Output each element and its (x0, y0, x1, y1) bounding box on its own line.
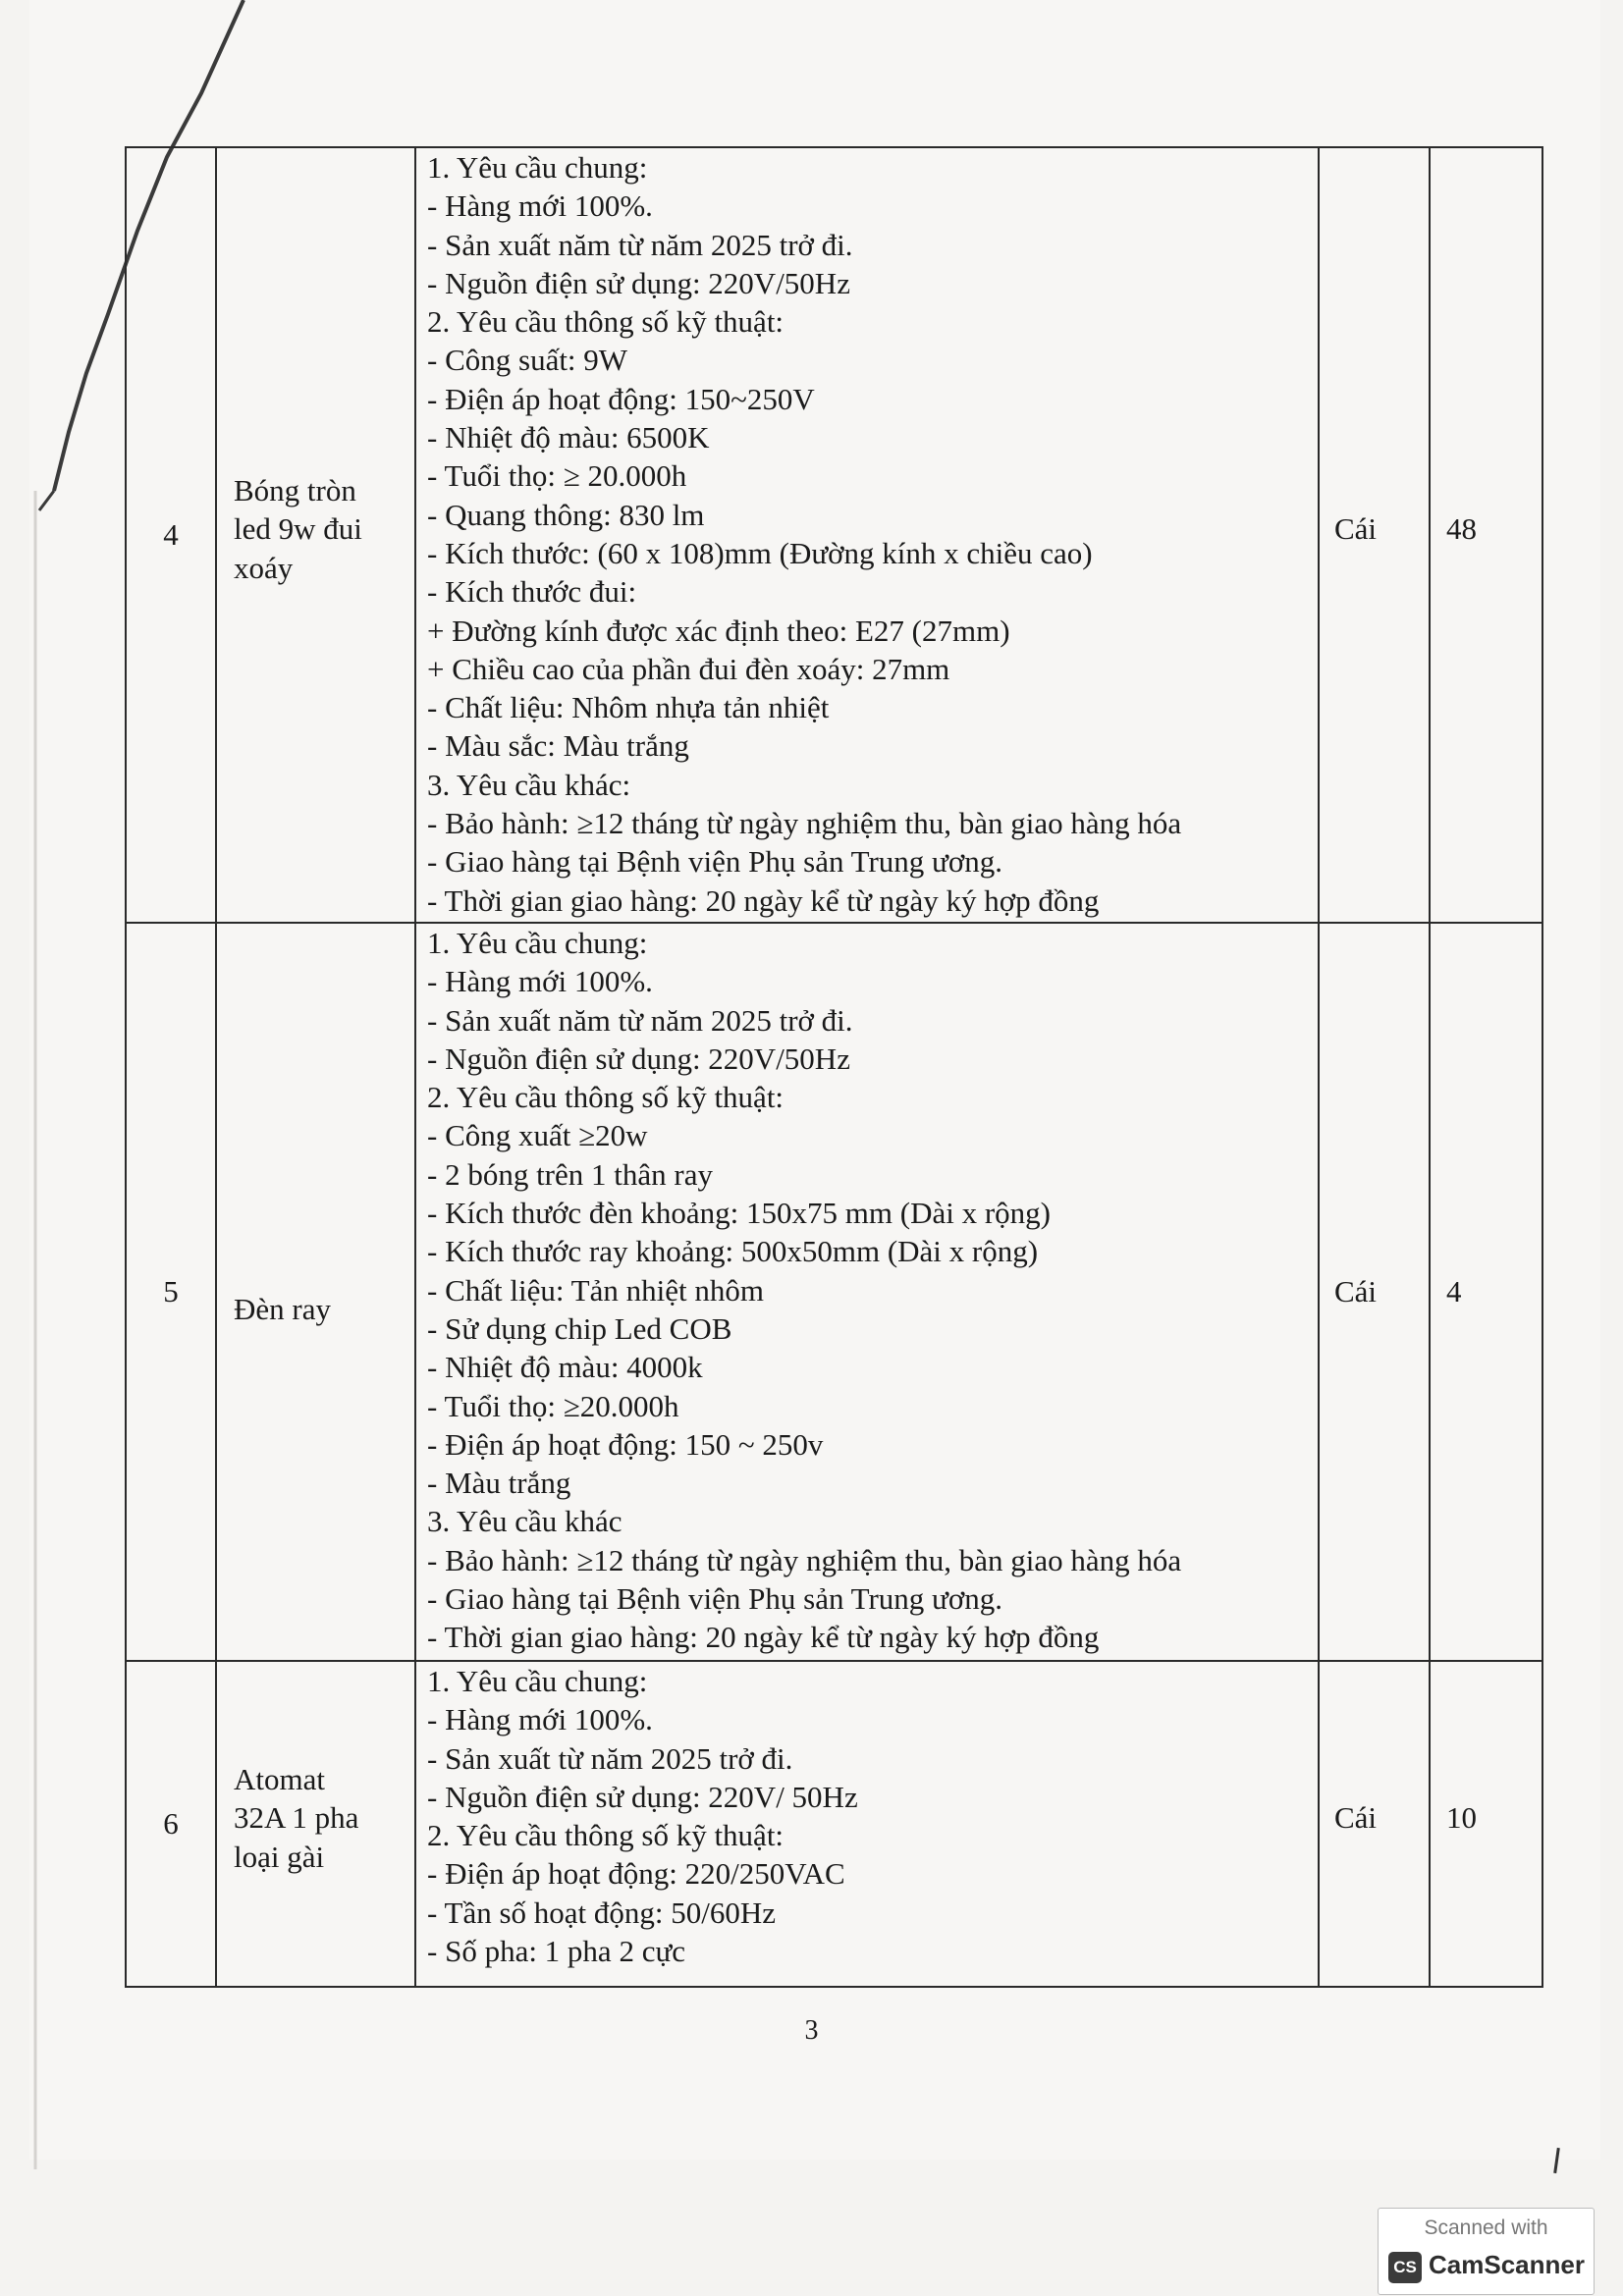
requirement-line: - Thời gian giao hàng: 20 ngày kể từ ngày ký hợp đồng (427, 882, 1100, 918)
requirement-line: - Bảo hành: ≥12 tháng từ ngày nghiệm thu, bàn giao hàng hóa (427, 806, 1182, 841)
unit (1319, 1661, 1430, 1987)
row-number: 5 (126, 923, 216, 1661)
requirement-line: 2. Yêu cầu thông số kỹ thuật: (427, 1818, 784, 1853)
requirement-line: - Tần số hoạt động: 50/60Hz (427, 1895, 777, 1930)
requirement-line: - Kích thước đèn khoảng: 150x75 mm (Dài x rộng) (427, 1196, 1051, 1231)
requirement-line: - Sản xuất từ năm 2025 trở đi. (427, 1740, 793, 1776)
requirement-line: - 2 bóng trên 1 thân ray (427, 1156, 713, 1192)
requirement-line: - Nguồn điện sử dụng: 220V/50Hz (427, 1041, 850, 1076)
watermark-caption: Scanned with (1424, 2216, 1548, 2239)
requirement-line: - Tuổi thọ: ≥ 20.000h (427, 458, 687, 494)
requirement-line: - Bảo hành: ≥12 tháng từ ngày nghiệm thu, bàn giao hàng hóa (427, 1542, 1182, 1577)
requirement-line: - Sản xuất năm từ năm 2025 trở đi. (427, 227, 853, 262)
unit (1319, 147, 1430, 923)
camscanner-logo-icon: CS (1388, 2252, 1422, 2283)
requirement-line: - Quang thông: 830 lm (427, 497, 705, 532)
requirement-line: 1. Yêu cầu chung: (427, 1664, 648, 1698)
quantity-text: 4 (1446, 1274, 1462, 1309)
item-name-line: Atomat (234, 1762, 325, 1797)
requirement-line: - Giao hàng tại Bệnh viện Phụ sản Trung ương. (427, 844, 1003, 880)
unit-text: Cái (1334, 511, 1378, 547)
requirement-line: - Nguồn điện sử dụng: 220V/50Hz (427, 265, 850, 300)
requirement-line: - Điện áp hoạt động: 220/250VAC (427, 1856, 845, 1892)
table-row (126, 1661, 1542, 1987)
requirement-line: - Nhiệt độ màu: 6500K (427, 420, 710, 455)
requirement-line: - Nhiệt độ màu: 4000k (427, 1350, 703, 1385)
table-row (126, 147, 1542, 923)
requirement-line: - Tuổi thọ: ≥20.000h (427, 1388, 679, 1423)
requirement-line: - Điện áp hoạt động: 150 ~ 250v (427, 1426, 824, 1462)
page-number: 3 (804, 2015, 819, 2046)
requirement-line: - Thời gian giao hàng: 20 ngày kể từ ngày ký hợp đồng (427, 1620, 1100, 1655)
item-name-line: led 9w đui (234, 511, 362, 547)
item-name (216, 1661, 415, 1987)
requirement-line: 1. Yêu cầu chung: (427, 926, 648, 960)
requirement-line: 3. Yêu cầu khác: (427, 767, 631, 802)
requirements-cell (415, 1661, 1319, 1987)
item-name (216, 923, 415, 1661)
requirement-line: - Sản xuất năm từ năm 2025 trở đi. (427, 1002, 853, 1038)
requirements-cell (415, 147, 1319, 923)
quantity-text: 48 (1446, 511, 1477, 547)
item-name-line: 32A 1 pha (234, 1800, 359, 1836)
requirement-line: - Màu trắng (427, 1466, 571, 1501)
requirement-line: 3. Yêu cầu khác (427, 1504, 622, 1539)
requirement-line: - Công xuất ≥20w (427, 1118, 648, 1153)
row-number: 6 (126, 1661, 216, 1987)
row-number: 4 (126, 147, 216, 923)
requirement-line: - Kích thước đui: (427, 574, 637, 610)
requirement-line: - Chất liệu: Tản nhiệt nhôm (427, 1272, 764, 1308)
requirement-line: - Hàng mới 100%. (427, 964, 653, 999)
table-row (126, 923, 1542, 1661)
quantity (1430, 147, 1542, 923)
requirement-line: 2. Yêu cầu thông số kỹ thuật: (427, 1080, 784, 1115)
requirement-line: - Công suất: 9W (427, 343, 628, 378)
requirement-line: - Số pha: 1 pha 2 cực (427, 1934, 686, 1969)
technical-spec-table (125, 146, 1543, 1988)
item-name-line: loại gài (234, 1839, 325, 1874)
item-name-line: Đèn ray (234, 1292, 331, 1327)
quantity (1430, 923, 1542, 1661)
requirement-line: - Giao hàng tại Bệnh viện Phụ sản Trung ương. (427, 1581, 1003, 1617)
requirement-line: - Điện áp hoạt động: 150~250V (427, 381, 815, 416)
unit-text: Cái (1334, 1800, 1378, 1836)
requirement-line: + Chiều cao của phần đui đèn xoáy: 27mm (427, 651, 950, 686)
item-name-line: Bóng tròn (234, 473, 356, 508)
requirement-line: - Hàng mới 100%. (427, 188, 653, 224)
requirement-line: - Nguồn điện sử dụng: 220V/ 50Hz (427, 1779, 858, 1814)
requirement-line: 1. Yêu cầu chung: (427, 150, 648, 185)
requirement-line: - Hàng mới 100%. (427, 1702, 653, 1737)
quantity-text: 10 (1446, 1800, 1477, 1836)
requirement-line: - Sử dụng chip Led COB (427, 1310, 732, 1346)
requirements-cell (415, 923, 1319, 1661)
watermark-brand: CamScanner (1429, 2250, 1585, 2279)
requirement-line: - Màu sắc: Màu trắng (427, 728, 689, 764)
requirement-line: - Chất liệu: Nhôm nhựa tản nhiệt (427, 690, 830, 725)
item-name (216, 147, 415, 923)
requirement-line: - Kích thước: (60 x 108)mm (Đường kính x chiều cao) (427, 535, 1093, 570)
unit-text: Cái (1334, 1274, 1378, 1309)
quantity (1430, 1661, 1542, 1987)
item-name-line: xoáy (234, 550, 294, 585)
unit (1319, 923, 1430, 1661)
requirement-line: + Đường kính được xác định theo: E27 (27mm) (427, 613, 1010, 648)
requirement-line: - Kích thước ray khoảng: 500x50mm (Dài x rộng) (427, 1234, 1039, 1269)
camscanner-watermark (1378, 2208, 1595, 2295)
requirement-line: 2. Yêu cầu thông số kỹ thuật: (427, 304, 784, 340)
